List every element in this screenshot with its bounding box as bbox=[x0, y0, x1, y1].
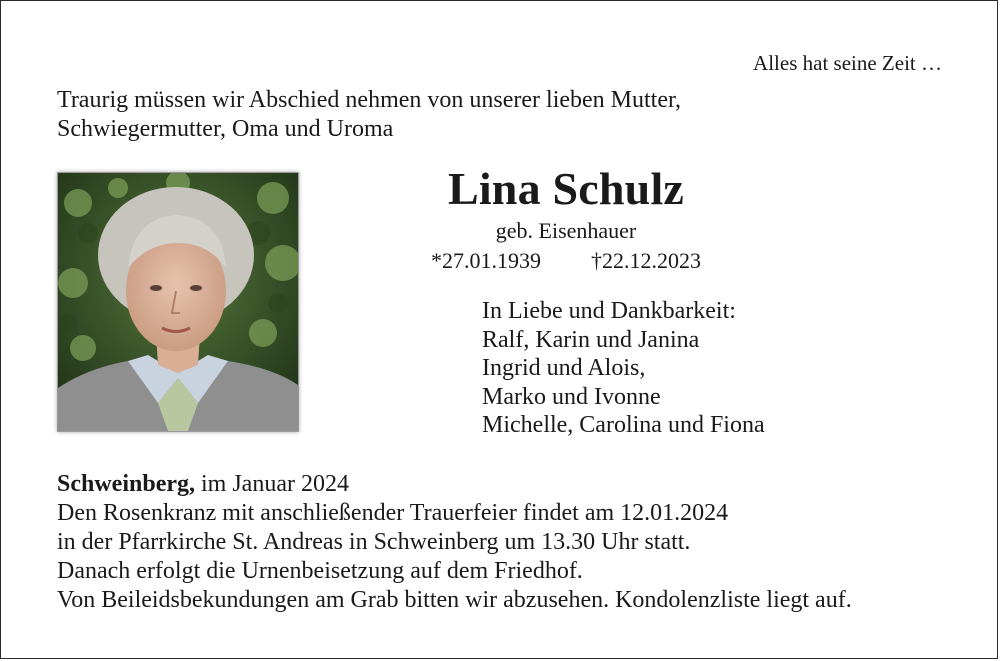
deceased-name: Lina Schulz bbox=[447, 163, 685, 214]
mourners-list bbox=[482, 297, 765, 440]
portrait-photo bbox=[57, 172, 299, 432]
place: Schweinberg, bbox=[57, 471, 195, 497]
funeral-info bbox=[57, 470, 852, 615]
birth-date: *27.01.1939 bbox=[431, 248, 541, 273]
mourner-line: Michelle, Carolina und Fiona bbox=[482, 412, 765, 438]
intro-line: Schwiegermutter, Oma und Uroma bbox=[57, 116, 394, 142]
mourner-line: Marko und Ivonne bbox=[482, 383, 661, 410]
funeral-info-line: Den Rosenkranz mit anschließender Trauerfeier findet am 12.01.2024 bbox=[57, 500, 729, 526]
mourner-line: Ingrid und Alois, bbox=[482, 355, 646, 381]
place-date-line bbox=[57, 470, 852, 499]
intro-line: Traurig müssen wir Abschied nehmen von unserer lieben Mutter, bbox=[57, 87, 682, 113]
funeral-info-line: Von Beileidsbekundungen am Grab bitten wir abzusehen. Kondolenzliste liegt auf. bbox=[57, 587, 852, 613]
intro-text bbox=[57, 86, 681, 144]
mourner-line: Ralf, Karin und Janina bbox=[482, 326, 700, 353]
life-dates bbox=[406, 247, 726, 275]
funeral-info-line: in der Pfarrkirche St. Andreas in Schweinberg um 13.30 Uhr statt. bbox=[57, 529, 691, 555]
maiden-name: geb. Eisenhauer bbox=[495, 218, 637, 243]
mourners-heading: In Liebe und Dankbarkeit: bbox=[482, 298, 736, 324]
death-date: †22.12.2023 bbox=[591, 248, 701, 273]
motto: Alles hat seine Zeit … bbox=[753, 51, 942, 75]
funeral-info-line: Danach erfolgt die Urnenbeisetzung auf dem Friedhof. bbox=[57, 558, 583, 584]
notice-date: im Januar 2024 bbox=[195, 471, 349, 497]
deceased-details bbox=[406, 161, 726, 275]
